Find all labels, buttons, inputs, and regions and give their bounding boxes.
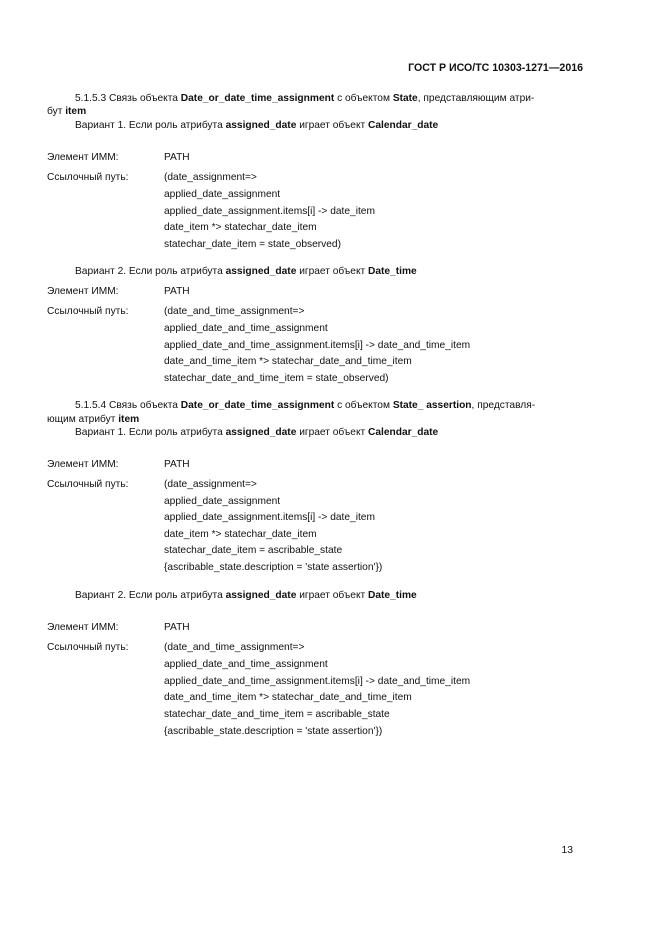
path-line: statechar_date_and_time_item = ascribable_state: [164, 709, 390, 721]
path-line: applied_date_and_time_assignment: [164, 658, 328, 670]
bold-term: assigned_date: [225, 266, 297, 277]
page-number: 13: [561, 845, 573, 856]
bold-term: Date_or_date_time_assignment: [180, 400, 335, 411]
path-line: date_item *> statechar_date_item: [164, 222, 317, 234]
element-value: PATH: [164, 152, 190, 163]
document-header: ГОСТ Р ИСО/ТС 10303-1271—2016: [408, 62, 583, 74]
label-element: Элемент ИММ:: [47, 286, 119, 297]
element-value: PATH: [164, 459, 190, 470]
path-line: date_item *> statechar_date_item: [164, 528, 317, 540]
path-line: (date_assignment=>: [164, 172, 257, 183]
path-line: date_and_time_item *> statechar_date_and_time_item: [164, 356, 412, 368]
path-line: applied_date_assignment: [164, 188, 281, 200]
bold-term: Calendar_date: [368, 120, 439, 131]
path-line: applied_date_assignment: [164, 495, 281, 507]
bold-term: assigned_date: [225, 427, 297, 438]
section-5154-variant2-title: [75, 590, 417, 602]
element-value: PATH: [164, 622, 190, 633]
path-line: applied_date_and_time_assignment.items[i] -> date_and_time_item: [164, 675, 471, 687]
text-run: играет объект: [296, 266, 369, 277]
bold-term: Date_or_date_time_assignment: [180, 93, 335, 104]
label-reference-path: Ссылочный путь:: [47, 479, 129, 490]
section-5153-variant2-title: [75, 266, 417, 278]
label-reference-path: Ссылочный путь:: [47, 306, 129, 317]
path-line: statechar_date_item = ascribable_state: [164, 545, 343, 556]
path-line: (date_and_time_assignment=>: [164, 642, 305, 653]
text-run: играет объект: [296, 120, 369, 131]
path-line: (date_assignment=>: [164, 479, 257, 490]
bold-term: item: [118, 414, 140, 425]
path-line: {ascribable_state.description = 'state assertion'}): [164, 561, 383, 573]
bold-term: State_ assertion: [392, 400, 472, 411]
section-5154-intro-cont: [47, 414, 139, 426]
bold-term: State: [392, 93, 418, 104]
label-element: Элемент ИММ:: [47, 459, 119, 470]
section-5153-intro-cont: [47, 106, 86, 118]
text-run: ющим атрибут: [47, 414, 119, 425]
path-line: {ascribable_state.description = 'state assertion'}): [164, 726, 383, 737]
text-run: Вариант 2. Если роль атрибута: [75, 266, 226, 277]
text-run: , представля-: [471, 400, 536, 411]
path-line: statechar_date_and_time_item = state_observed): [164, 373, 389, 385]
bold-term: Calendar_date: [368, 427, 439, 438]
label-element: Элемент ИММ:: [47, 152, 119, 163]
label-element: Элемент ИММ:: [47, 622, 119, 633]
label-reference-path: Ссылочный путь:: [47, 642, 129, 653]
text-run: Вариант 1. Если роль атрибута: [75, 427, 226, 438]
text-run: Вариант 2. Если роль атрибута: [75, 590, 226, 601]
path-line: date_and_time_item *> statechar_date_and_time_item: [164, 692, 412, 704]
text-run: бут: [47, 106, 66, 117]
path-line: applied_date_and_time_assignment.items[i] -> date_and_time_item: [164, 339, 471, 351]
element-value: PATH: [164, 286, 190, 297]
text-run: , представляющим атри-: [417, 93, 535, 104]
text-run: 5.1.5.3 Связь объекта: [75, 93, 181, 104]
text-run: 5.1.5.4 Связь объекта: [75, 400, 181, 411]
text-run: с объектом: [334, 93, 393, 104]
label-reference-path: Ссылочный путь:: [47, 172, 129, 183]
text-run: играет объект: [296, 427, 369, 438]
text-run: играет объект: [296, 590, 369, 601]
section-5154-variant1-title: [75, 427, 438, 439]
bold-term: assigned_date: [225, 590, 297, 601]
text-run: Вариант 1. Если роль атрибута: [75, 120, 226, 131]
path-line: applied_date_assignment.items[i] -> date_item: [164, 205, 375, 217]
section-5153-intro: [75, 93, 534, 105]
section-5154-intro: [75, 400, 535, 412]
text-run: с объектом: [334, 400, 393, 411]
path-line: (date_and_time_assignment=>: [164, 306, 305, 317]
path-line: statechar_date_item = state_observed): [164, 239, 341, 251]
section-5153-variant1-title: [75, 120, 438, 132]
path-line: applied_date_and_time_assignment: [164, 322, 328, 334]
bold-term: assigned_date: [225, 120, 297, 131]
bold-term: Date_time: [368, 266, 417, 277]
bold-term: item: [65, 106, 87, 117]
path-line: applied_date_assignment.items[i] -> date_item: [164, 512, 375, 523]
bold-term: Date_time: [368, 590, 417, 601]
